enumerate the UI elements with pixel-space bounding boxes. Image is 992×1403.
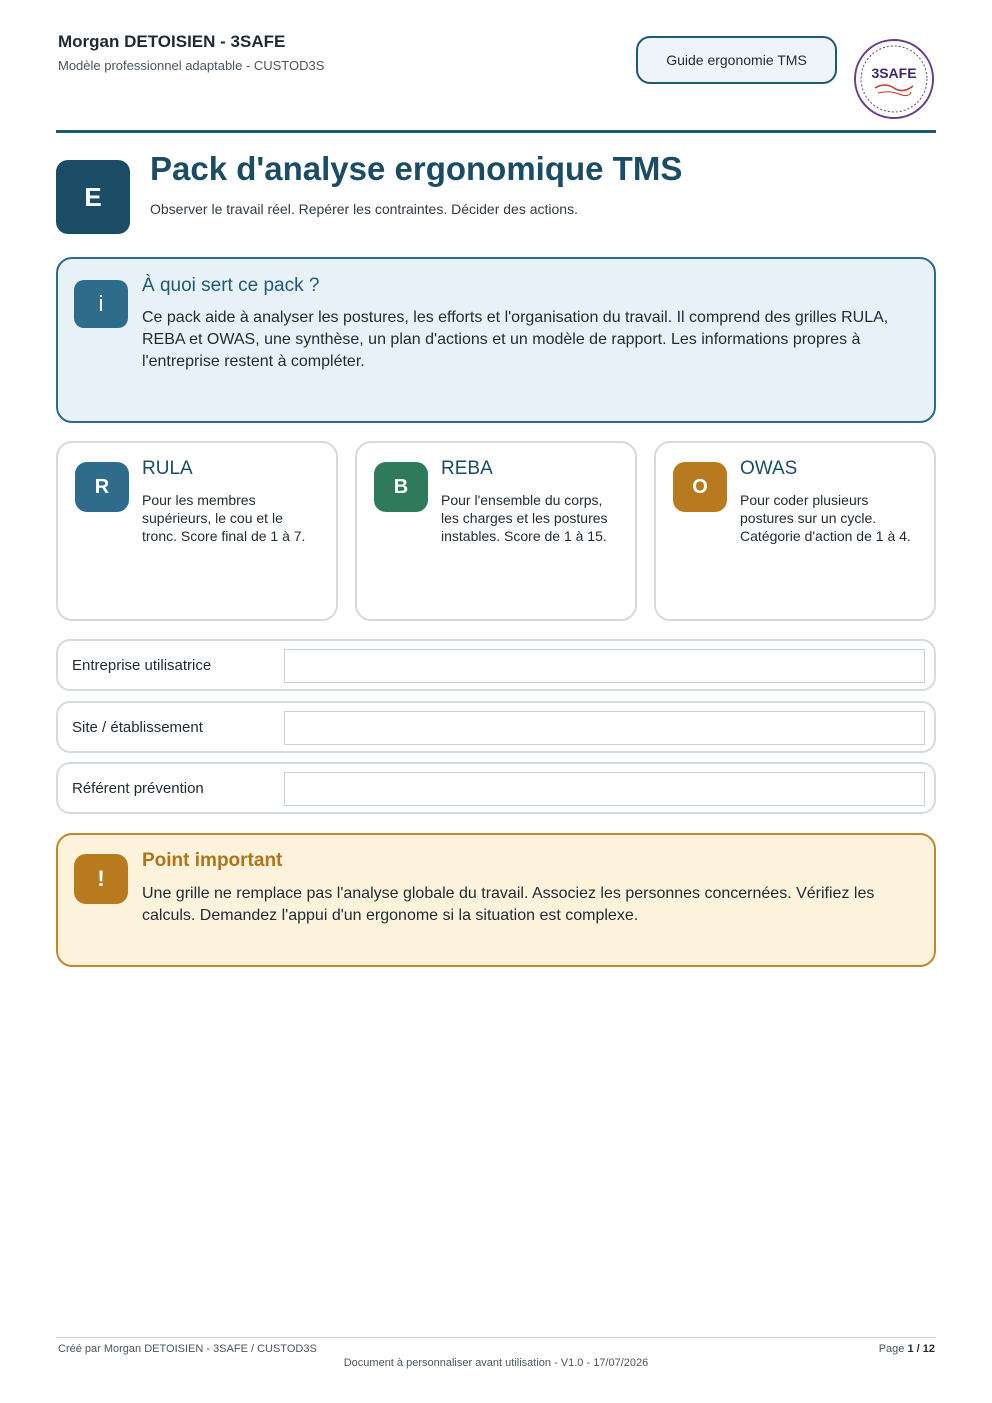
card-owas-text: Pour coder plusieurs postures sur un cycle. Catégorie d'action de 1 à 4. [740, 492, 911, 544]
referent-input[interactable] [284, 772, 925, 806]
warning-text: Une grille ne remplace pas l'analyse globale du travail. Associez les personnes concernées. Vérifiez les calculs. Demandez l'appui d'un ergonome si la situation est complexe. [142, 885, 875, 924]
footer-version: Document à personnaliser avant utilisation - V1.0 - 17/07/2026 [343, 1357, 649, 1369]
field-label-referent: Référent prévention [72, 779, 204, 797]
card-reba-title: REBA [441, 458, 493, 479]
rula-badge-icon: R [75, 462, 129, 512]
footer-credit: Créé par Morgan DETOISIEN - 3SAFE / CUSTOD3S [58, 1343, 317, 1355]
footer-divider [56, 1337, 936, 1338]
info-title: À quoi sert ce pack ? [142, 275, 320, 296]
guide-ergonomie-button[interactable]: Guide ergonomie TMS [636, 36, 837, 84]
3safe-seal-logo [853, 38, 935, 120]
page-subtitle: Observer le travail réel. Repérer les contraintes. Décider des actions. [150, 201, 578, 217]
warning-title: Point important [142, 850, 283, 871]
footer-page-number [879, 1343, 935, 1355]
header-author: Morgan DETOISIEN - 3SAFE [58, 32, 286, 51]
site-input[interactable] [284, 711, 925, 745]
card-owas-title: OWAS [740, 458, 798, 479]
reba-badge-icon: B [374, 462, 428, 512]
card-rula-title: RULA [142, 458, 193, 479]
field-row-referent [56, 762, 936, 814]
card-rula-text: Pour les membres supérieurs, le cou et le tronc. Score final de 1 à 7. [142, 492, 306, 544]
card-reba-text: Pour l'ensemble du corps, les charges et les postures instables. Score de 1 à 15. [441, 492, 608, 544]
entreprise-input[interactable] [284, 649, 925, 683]
owas-badge-icon: O [673, 462, 727, 512]
warning-icon: ! [74, 854, 128, 904]
page-title: Pack d'analyse ergonomique TMS [150, 150, 683, 187]
info-icon: i [74, 280, 128, 328]
header-subtitle: Modèle professionnel adaptable - CUSTOD3S [58, 58, 325, 73]
field-row-entreprise [56, 639, 936, 691]
page-prefix: Page [878, 1343, 905, 1355]
info-text: Ce pack aide à analyser les postures, les efforts et l'organisation du travail. Il comprend des grilles RULA, REBA et OWAS, une synthèse, un plan d'actions et un modèle de rapport. Les informations propres à l'entreprise restent à compléter. [142, 309, 889, 370]
page-count: 1 / 12 [907, 1343, 935, 1355]
field-label-entreprise: Entreprise utilisatrice [72, 656, 212, 674]
header-divider [56, 130, 936, 133]
field-label-site: Site / établissement [72, 718, 203, 736]
title-badge: E [56, 160, 130, 234]
seal-text: 3SAFE [871, 65, 917, 81]
field-row-site [56, 701, 936, 753]
